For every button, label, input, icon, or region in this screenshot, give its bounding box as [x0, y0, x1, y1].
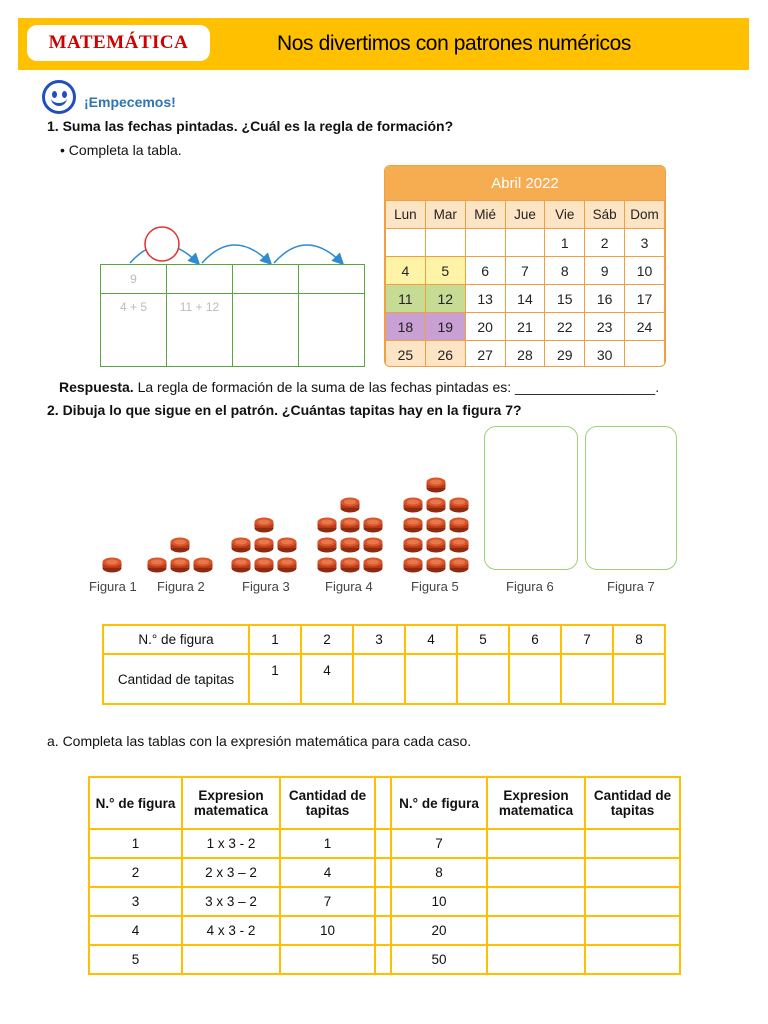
chip-icon: [449, 497, 469, 513]
table-cell[interactable]: [353, 654, 405, 704]
chip-icon: [102, 557, 122, 573]
question-1-title: 1. Suma las fechas pintadas. ¿Cuál es la regla de formación?: [47, 118, 454, 134]
calendar-date: [505, 229, 545, 257]
chip-icon: [403, 537, 423, 553]
start-label: ¡Empecemos!: [84, 94, 176, 110]
table-cell: 2: [89, 858, 182, 887]
chip-icon: [254, 557, 274, 573]
calendar-date: 8: [545, 257, 585, 285]
table-cell[interactable]: 2 x 3 – 2: [182, 858, 280, 887]
figure-7-drawing-box[interactable]: [585, 426, 677, 570]
pattern-cell[interactable]: 9: [101, 265, 167, 294]
table-cell[interactable]: 4: [301, 654, 353, 704]
table-cell[interactable]: [561, 654, 613, 704]
figure-label: Figura 5: [411, 579, 459, 594]
calendar-date: 4: [386, 257, 426, 285]
calendar-date: 23: [585, 313, 625, 341]
table-cell: 4: [405, 625, 457, 654]
table-cell[interactable]: 10: [280, 916, 375, 945]
table-cell: 7: [391, 829, 487, 858]
calendar-day-header: Sáb: [585, 201, 625, 229]
calendar-date: 25: [386, 341, 426, 368]
calendar-date: 10: [625, 257, 665, 285]
question-2-title: 2. Dibuja lo que sigue en el patrón. ¿Cuántas tapitas hay en la figura 7?: [47, 402, 522, 418]
spacer-cell: [375, 777, 391, 829]
table-cell[interactable]: [613, 654, 665, 704]
part-a-instruction: a. Completa las tablas con la expresión matemática para cada caso.: [47, 733, 472, 749]
page-title: Nos divertimos con patrones numéricos: [276, 32, 632, 55]
table-cell[interactable]: 1 x 3 - 2: [182, 829, 280, 858]
question-1-bullet: • Completa la tabla.: [60, 142, 182, 158]
chip-icon: [170, 537, 190, 553]
calendar-date: 29: [545, 341, 585, 368]
chip-icon: [231, 557, 251, 573]
figure-6-drawing-box[interactable]: [484, 426, 578, 570]
chip-icon: [193, 557, 213, 573]
chip-icon: [147, 557, 167, 573]
chip-icon: [317, 557, 337, 573]
chip-icon: [426, 557, 446, 573]
table-cell: 50: [391, 945, 487, 974]
spacer-cell: [375, 829, 391, 858]
table-cell: 5: [89, 945, 182, 974]
calendar-date: 16: [585, 285, 625, 313]
table-cell: 6: [509, 625, 561, 654]
header-cell: N.° de figura: [89, 777, 182, 829]
calendar-day-header: Vie: [545, 201, 585, 229]
calendar-date: 21: [505, 313, 545, 341]
table-cell[interactable]: [405, 654, 457, 704]
calendar-date: [386, 229, 426, 257]
row-label: Cantidad de tapitas: [103, 654, 249, 704]
header-cell: Cantidad de tapitas: [280, 777, 375, 829]
table-cell[interactable]: [585, 858, 680, 887]
pattern-cell[interactable]: [233, 265, 299, 294]
chip-icon: [277, 557, 297, 573]
table-cell[interactable]: [280, 945, 375, 974]
table-cell[interactable]: [487, 945, 585, 974]
chip-icon: [426, 537, 446, 553]
table-cell[interactable]: 7: [280, 887, 375, 916]
table-cell[interactable]: 4: [280, 858, 375, 887]
table-cell[interactable]: [585, 829, 680, 858]
table-cell: 7: [561, 625, 613, 654]
figure-label: Figura 3: [242, 579, 290, 594]
calendar-date: 11: [386, 285, 426, 313]
chip-icon: [449, 537, 469, 553]
table-cell[interactable]: [487, 829, 585, 858]
calendar-date: 15: [545, 285, 585, 313]
calendar-date: 20: [465, 313, 505, 341]
spacer-cell: [375, 858, 391, 887]
calendar-day-header: Dom: [625, 201, 665, 229]
table-cell[interactable]: [182, 945, 280, 974]
chip-icon: [403, 517, 423, 533]
table-cell: 3: [89, 887, 182, 916]
expression-table: [88, 776, 681, 975]
table-cell: 3: [353, 625, 405, 654]
header-cell: N.° de figura: [391, 777, 487, 829]
chip-icon: [426, 477, 446, 493]
calendar-date: 2: [585, 229, 625, 257]
figure-label: Figura 7: [607, 579, 655, 594]
header-cell: Cantidad de tapitas: [585, 777, 680, 829]
table-cell[interactable]: 1: [249, 654, 301, 704]
calendar-date: [625, 341, 665, 368]
table-cell: 1: [89, 829, 182, 858]
calendar-date: 17: [625, 285, 665, 313]
figure-count-table: [102, 624, 666, 705]
calendar-date: 24: [625, 313, 665, 341]
arrow-2: [202, 245, 270, 263]
chip-icon: [254, 537, 274, 553]
chip-icon: [317, 537, 337, 553]
chip-icon: [363, 517, 383, 533]
calendar-title: Abril 2022: [385, 166, 665, 200]
chip-icon: [426, 497, 446, 513]
table-cell[interactable]: [487, 887, 585, 916]
calendar-day-header: Lun: [386, 201, 426, 229]
table-cell[interactable]: [585, 887, 680, 916]
table-cell[interactable]: [457, 654, 509, 704]
table-cell[interactable]: 1: [280, 829, 375, 858]
table-cell[interactable]: [585, 916, 680, 945]
spacer-cell: [375, 887, 391, 916]
calendar-date: 26: [425, 341, 465, 368]
chip-icon: [426, 517, 446, 533]
calendar-date: 14: [505, 285, 545, 313]
calendar-date: 27: [465, 341, 505, 368]
pattern-cell[interactable]: [167, 265, 233, 294]
calendar-grid: [385, 200, 665, 367]
answer-circle[interactable]: [145, 227, 179, 261]
calendar-date: 1: [545, 229, 585, 257]
calendar: [384, 165, 666, 367]
calendar-day-header: Jue: [505, 201, 545, 229]
arrow-3: [274, 245, 342, 263]
chip-icon: [340, 557, 360, 573]
calendar-day-header: Mar: [425, 201, 465, 229]
calendar-date: 9: [585, 257, 625, 285]
answer-label: Respuesta.: [59, 379, 134, 395]
chip-icon: [340, 517, 360, 533]
chip-icon: [403, 497, 423, 513]
calendar-date: 6: [465, 257, 505, 285]
table-cell: 5: [457, 625, 509, 654]
chip-icon: [170, 557, 190, 573]
calendar-date: 22: [545, 313, 585, 341]
pattern-cell[interactable]: 4 + 5: [101, 294, 167, 367]
chip-icon: [363, 557, 383, 573]
calendar-date: 3: [625, 229, 665, 257]
calendar-day-header: Mié: [465, 201, 505, 229]
table-cell: 20: [391, 916, 487, 945]
chip-icon: [449, 517, 469, 533]
answer-text: La regla de formación de la suma de las fechas pintadas es: __________________.: [137, 379, 660, 395]
table-cell: 8: [391, 858, 487, 887]
calendar-date: 5: [425, 257, 465, 285]
calendar-date: 19: [425, 313, 465, 341]
figure-label: Figura 2: [157, 579, 205, 594]
chip-icon: [317, 517, 337, 533]
table-cell[interactable]: 4 x 3 - 2: [182, 916, 280, 945]
row-label: N.° de figura: [103, 625, 249, 654]
table-cell: 4: [89, 916, 182, 945]
chip-icon: [231, 537, 251, 553]
table-cell: 10: [391, 887, 487, 916]
figure-label: Figura 6: [506, 579, 554, 594]
chip-icon: [403, 557, 423, 573]
smiley-icon: [42, 80, 76, 114]
pattern-cell[interactable]: [299, 265, 365, 294]
table-cell: 8: [613, 625, 665, 654]
pattern-table: [100, 264, 365, 367]
spacer-cell: [375, 945, 391, 974]
calendar-date: 13: [465, 285, 505, 313]
chip-icon: [449, 557, 469, 573]
pattern-cell[interactable]: 11 + 12: [167, 294, 233, 367]
calendar-date: 18: [386, 313, 426, 341]
chip-icon: [254, 517, 274, 533]
calendar-date: [465, 229, 505, 257]
header-cell: Expresion matematica: [487, 777, 585, 829]
table-cell[interactable]: [509, 654, 561, 704]
calendar-date: 28: [505, 341, 545, 368]
table-cell[interactable]: [487, 858, 585, 887]
spacer-cell: [375, 916, 391, 945]
figure-label: Figura 1: [89, 579, 137, 594]
table-cell[interactable]: [585, 945, 680, 974]
table-cell[interactable]: [487, 916, 585, 945]
answer-line: [59, 379, 659, 395]
table-cell: 2: [301, 625, 353, 654]
chip-icon: [340, 537, 360, 553]
calendar-date: 7: [505, 257, 545, 285]
calendar-date: [425, 229, 465, 257]
chip-icon: [340, 497, 360, 513]
pattern-cell[interactable]: [299, 294, 365, 367]
subject-label: MATEMÁTICA: [27, 25, 210, 61]
calendar-date: 30: [585, 341, 625, 368]
chip-icon: [277, 537, 297, 553]
figure-label: Figura 4: [325, 579, 373, 594]
table-cell[interactable]: 3 x 3 – 2: [182, 887, 280, 916]
pattern-cell[interactable]: [233, 294, 299, 367]
calendar-date: 12: [425, 285, 465, 313]
table-cell: 1: [249, 625, 301, 654]
chip-icon: [363, 537, 383, 553]
header-cell: Expresion matematica: [182, 777, 280, 829]
